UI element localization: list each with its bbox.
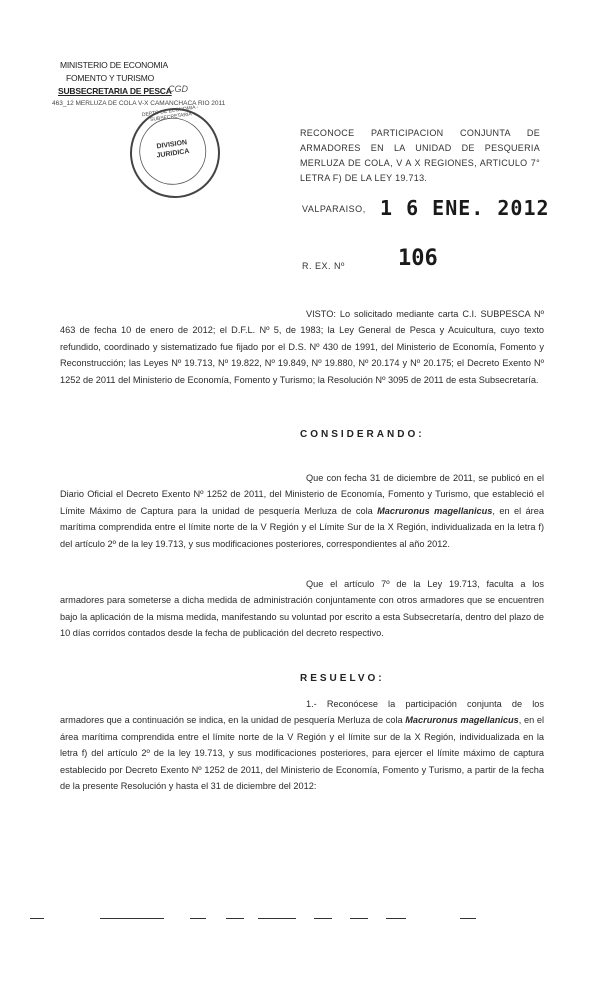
scan-mark (350, 918, 368, 919)
document-reference-code: 463_12 MERLUZA DE COLA V-X CAMANCHACA RIO 2011 (52, 100, 226, 107)
scan-mark (314, 918, 332, 919)
division-juridica-stamp (124, 102, 226, 204)
resolution-date: 1 6 ENE. 2012 (380, 196, 550, 220)
considerando-p2-text: Que el artículo 7º de la Ley 19.713, faculta a los armadores para someterse a dicha medida de administración conjuntamente con otros armadores que se encuentren bajo la aplicación de la misma medida, manifestando su voluntad por escrito a esta Subsecretaría, dentro del plazo de 10 días corridos contados desde la fecha de publicación del decreto respectivo. (60, 579, 544, 639)
resuelvo-heading: RESUELVO: (300, 673, 385, 684)
ministry-name-line1: MINISTERIO DE ECONOMIA (60, 60, 168, 70)
scan-mark (190, 918, 206, 919)
visto-text: VISTO: Lo solicitado mediante carta C.I. SUBPESCA Nº 463 de fecha 10 de enero de 2012; el D.F.L. Nº 5, de 1983; la Ley General de Pesca y Acuicultura, cuyo texto refundido, coordinado y sistematizado fue fijado por el D.S. Nº 430 de 1991, del Ministerio de Economía, Fomento y Reconstrucción; las Leyes Nº 19.713, Nº 19.822, Nº 19.849, Nº 19.880, Nº 20.174 y Nº 20.175; el Decreto Exento Nº 1252 de 2011 del Ministerio de Economía, Fomento y Turismo; la Resolución Nº 3095 de 2011 de esta Subsecretaría. (60, 309, 544, 385)
resuelvo-p1-text-b: , en el área marítima comprendida entre el límite norte de la V Región y el límite sur de la X Región, individualizada en la letra f) del artículo 2º de la ley 19.713, y sus modificaciones posteriores, para ejercer el límite máximo de captura establecido por Decreto Exento Nº 1252 de 2011, del Ministerio de Economía, Fomento y Turismo, a partir de la fecha de la presente Resolución y hasta el 31 de diciembre del 2012: (60, 715, 544, 792)
scan-mark (30, 918, 44, 919)
stamp-center-line2: JURIDICA (156, 148, 190, 160)
scan-mark (258, 918, 296, 919)
scan-mark (226, 918, 244, 919)
scan-mark (100, 918, 164, 919)
resuelvo-p1-text-a: 1.- Reconócese la participación conjunta de los armadores que a continuación se indica, en la unidad de pesquería Merluza de cola (60, 699, 544, 726)
resuelvo-paragraph-1 (60, 696, 544, 794)
considerando-p1-text-b: , en el área marítima comprendida entre el límite norte de la V Región y el Límite Sur de la X Región, individualizada en la letra f) del artículo 2º de la ley 19.713, y sus modificaciones posteriores, correspondientes al año 2012. (60, 505, 544, 549)
resolution-number-label: R. EX. Nº (302, 261, 345, 271)
scan-mark (386, 918, 406, 919)
place-label: VALPARAISO, (302, 204, 366, 214)
stamp-ring-text: DEPTO DE ECONOMIA - SUBSECRETARIA (141, 104, 199, 124)
considerando-heading: CONSIDERANDO: (300, 429, 425, 440)
resolution-number: 106 (398, 246, 438, 271)
subsecretaria-name: SUBSECRETARIA DE PESCA (58, 86, 172, 96)
ministry-name-line2: FOMENTO Y TURISMO (66, 73, 155, 83)
considerando-paragraph-1 (60, 470, 544, 552)
initials: CGD (168, 84, 188, 94)
scan-mark (460, 918, 476, 919)
species-name: Macruronus magellanicus (377, 505, 493, 516)
considerando-paragraph-2 (60, 576, 544, 642)
resolution-summary: RECONOCE PARTICIPACION CONJUNTA DE ARMADORES EN LA UNIDAD DE PESQUERIA MERLUZA DE COLA, V A X REGIONES, ARTICULO 7° LETRA F) DE LA LEY 19.713. (300, 128, 540, 183)
visto-paragraph (60, 306, 544, 388)
considerando-p1-text-a: Que con fecha 31 de diciembre de 2011, se publicó en el Diario Oficial el Decreto Exento Nº 1252 de 2011, del Ministerio de Economía, Fomento y Turismo, que estableció el Límite Máximo de Captura para la unidad de pesquería Merluza de cola (60, 473, 544, 516)
stamp-center-line1: DIVISION (156, 139, 188, 151)
species-name-2: Macruronus magellanicus (405, 715, 519, 726)
